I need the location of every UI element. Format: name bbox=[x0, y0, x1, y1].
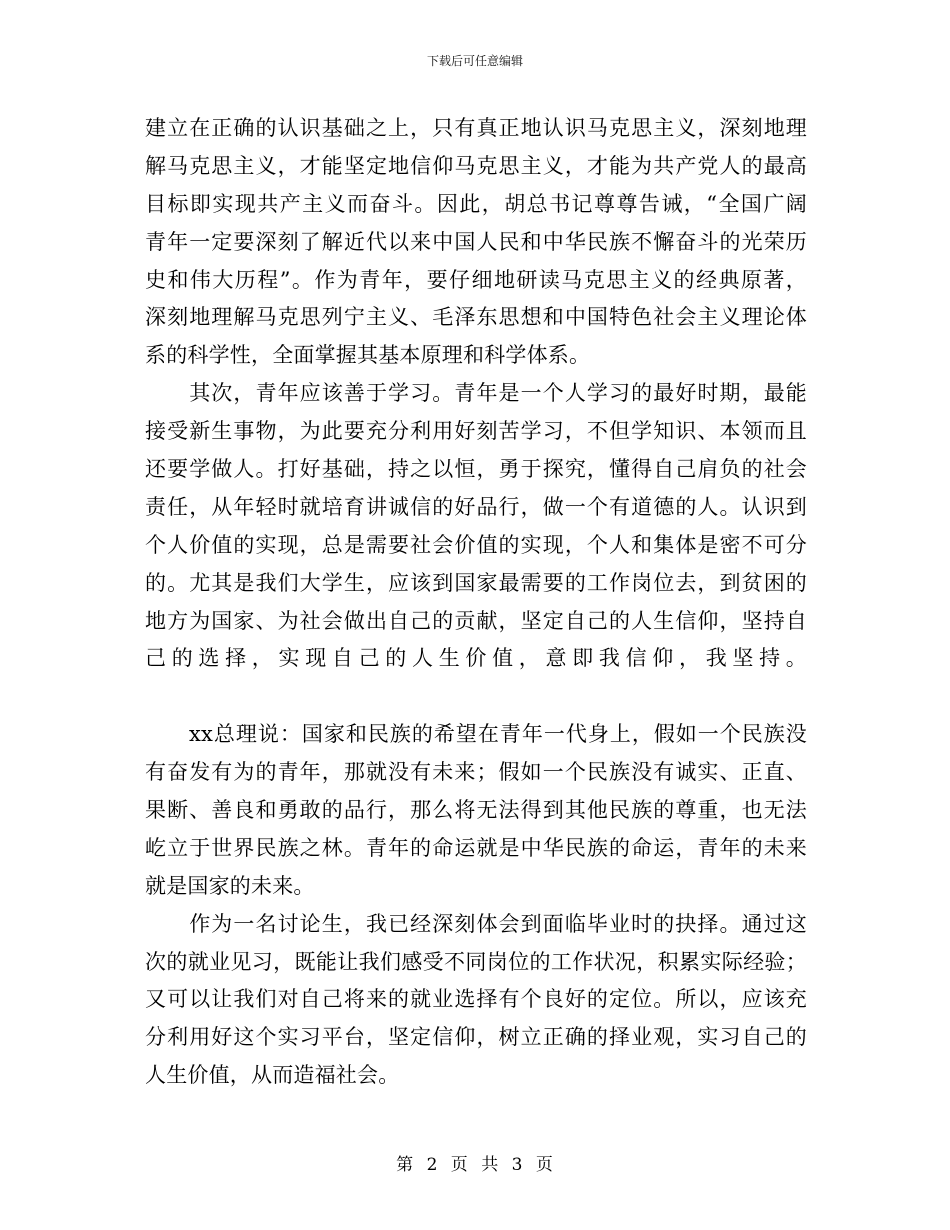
text-line: 责任，从年轻时就培育讲诚信的好品行，做一个有道德的人。认识到 bbox=[145, 494, 807, 519]
text-line: 目标即实现共产主义而奋斗。因此，胡总书记尊尊告诫，“全国广阔 bbox=[145, 191, 807, 216]
paragraph-4 bbox=[145, 906, 807, 1095]
text-line: 地方为国家、为社会做出自己的贡献，坚定自己的人生信仰，坚持自 bbox=[145, 608, 807, 633]
text-line: 深刻地理解马克思列宁主义、毛泽东思想和中国特色社会主义理论体 bbox=[145, 305, 807, 330]
text-line: 又可以让我们对自己将来的就业选择有个良好的定位。所以，应该充 bbox=[145, 987, 807, 1012]
text-line: 解马克思主义，才能坚定地信仰马克思主义，才能为共产党人的最高 bbox=[145, 153, 807, 178]
text-line: xx总理说：国家和民族的希望在青年一代身上，假如一个民族没 bbox=[145, 722, 807, 747]
text-line: 系的科学性，全面掌握其基本原理和科学体系。 bbox=[145, 343, 591, 368]
text-line: 史和伟大历程”。作为青年，要仔细地研读马克思主义的经典原著， bbox=[145, 267, 807, 292]
text-line: 有奋发有为的青年，那就没有未来；假如一个民族没有诚实、正直、 bbox=[145, 760, 807, 785]
page-footer: 第 2 页 共 3 页 bbox=[396, 1155, 554, 1175]
text-line: 的。尤其是我们大学生，应该到国家最需要的工作岗位去，到贫困的 bbox=[145, 570, 807, 595]
text-line: 其次，青年应该善于学习。青年是一个人学习的最好时期，最能 bbox=[145, 381, 807, 406]
text-line: 人生价值，从而造福社会。 bbox=[145, 1063, 400, 1088]
text-line: 分利用好这个实习平台，坚定信仰，树立正确的择业观，实习自己的 bbox=[145, 1025, 807, 1050]
text-line: 就是国家的未来。 bbox=[145, 873, 315, 898]
text-line: 次的就业见习，既能让我们感受不同岗位的工作状况，积累实际经验； bbox=[145, 949, 807, 974]
paragraph-3 bbox=[145, 716, 807, 905]
text-line: 青年一定要深刻了解近代以来中国人民和中华民族不懈奋斗的光荣历 bbox=[145, 229, 807, 254]
text-line: 屹立于世界民族之林。青年的命运就是中华民族的命运，青年的未来 bbox=[145, 835, 807, 860]
document-body bbox=[145, 110, 807, 1095]
text-line: 还要学做人。打好基础，持之以恒，勇于探究，懂得自己肩负的社会 bbox=[145, 457, 807, 482]
text-line bbox=[145, 678, 807, 716]
text-line: 接受新生事物，为此要充分利用好刻苦学习，不但学知识、本领而且 bbox=[145, 419, 807, 444]
text-line: 建立在正确的认识基础之上，只有真正地认识马克思主义，深刻地理 bbox=[145, 116, 807, 140]
text-line: 果断、善良和勇敢的品行，那么将无法得到其他民族的尊重，也无法 bbox=[145, 798, 807, 823]
paragraph-1 bbox=[145, 110, 807, 375]
text-line: 己的选择，实现自己的人生价值，意即我信仰，我坚持。 bbox=[145, 646, 807, 671]
paragraph-2 bbox=[145, 375, 807, 716]
page-header: 下载后可任意编辑 bbox=[426, 54, 523, 68]
text-line: 个人价值的实现，总是需要社会价值的实现，个人和集体是密不可分 bbox=[145, 532, 807, 557]
text-line: 作为一名讨论生，我已经深刻体会到面临毕业时的抉择。通过这 bbox=[145, 911, 807, 936]
